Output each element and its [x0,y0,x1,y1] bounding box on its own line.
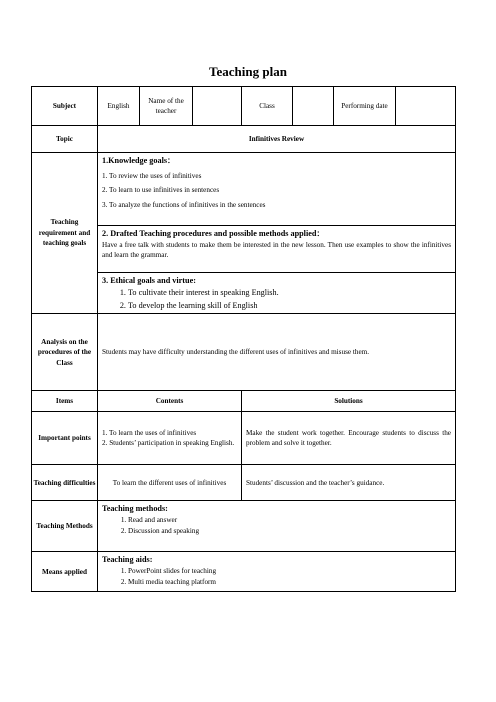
means-list [102,566,451,588]
class-value[interactable] [293,87,334,126]
difficulties-contents: To learn the different uses of infinitives [98,465,242,501]
page-title: Teaching plan [209,64,287,79]
topic-label: Topic [32,126,98,153]
method-item: 1. Read and answer [128,515,451,526]
methods-row [32,501,456,552]
teaching-goals-label: Teaching requirement and teaching goals [32,153,98,314]
important-points-contents [98,412,242,465]
subject-value[interactable]: English [98,87,140,126]
means-item: 2. Multi media teaching platform [128,577,451,588]
methods-heading: Teaching methods: [102,504,168,514]
knowledge-goal-item: 1. To review the uses of infinitives [102,171,202,180]
analysis-label: Analysis on the procedures of the Class [32,314,98,391]
knowledge-goal-item: 3. To analyze the functions of infinitives in the sentences [102,200,266,209]
means-item: 1. PowerPoint slides for teaching [128,566,451,577]
analysis-row [32,314,456,391]
important-point-item: 1. To learn the uses of infinitives [102,428,197,437]
solutions-header: Solutions [242,391,456,412]
difficulties-row [32,465,456,501]
important-points-label: Important points [32,412,98,465]
procedures-cell [98,226,456,273]
subject-label: Subject [32,87,98,126]
methods-cell [98,501,456,552]
ethical-item: 2. To develop the learning skill of English [128,300,451,313]
method-item: 2. Discussion and speaking [128,526,451,537]
date-value[interactable] [396,87,456,126]
teaching-plan-table [31,86,456,592]
methods-label: Teaching Methods [32,501,98,552]
difficulties-solution: Students’ discussion and the teacher’s guidance. [242,465,456,501]
procedures-text: Have a free talk with students to make them be interested in the new lesson. Then use examples to show the infinitives and learn the grammar. [102,240,451,260]
teacher-label: Name of the teacher [140,87,193,126]
topic-row [32,126,456,153]
difficulties-label: Teaching difficulties [32,465,98,501]
means-row [32,552,456,592]
date-label: Performing date [334,87,396,126]
class-label: Class [242,87,293,126]
important-points-row [32,412,456,465]
procedures-heading: 2. Drafted Teaching procedures and possible methods applied： [102,229,325,238]
means-label: Means applied [32,552,98,592]
means-cell [98,552,456,592]
important-point-item: 2. Students’ participation in speaking English. [102,439,235,448]
means-heading: Teaching aids: [102,555,153,565]
topic-value: Infinitives Review [98,126,456,153]
ethical-heading: 3. Ethical goals and virtue: [102,276,196,285]
teacher-value[interactable] [193,87,242,126]
items-label: Items [32,391,98,412]
ethical-item: 1. To cultivate their interest in speaking English. [128,287,451,300]
ethical-list [102,287,451,312]
knowledge-goals-cell [98,153,456,226]
items-header-row [32,391,456,412]
important-points-solution: Make the student work together. Encourage students to discuss the problem and solve it together. [242,412,456,465]
knowledge-goal-item: 2. To learn to use infinitives in sentences [102,186,220,195]
knowledge-goals-heading: 1.Knowledge goals： [102,156,176,165]
goals-row-knowledge [32,153,456,226]
methods-list [102,515,451,537]
ethical-cell [98,273,456,314]
contents-header: Contents [98,391,242,412]
header-row [32,87,456,126]
analysis-text: Students may have difficulty understanding the different uses of infinitives and misuse them. [98,314,456,391]
